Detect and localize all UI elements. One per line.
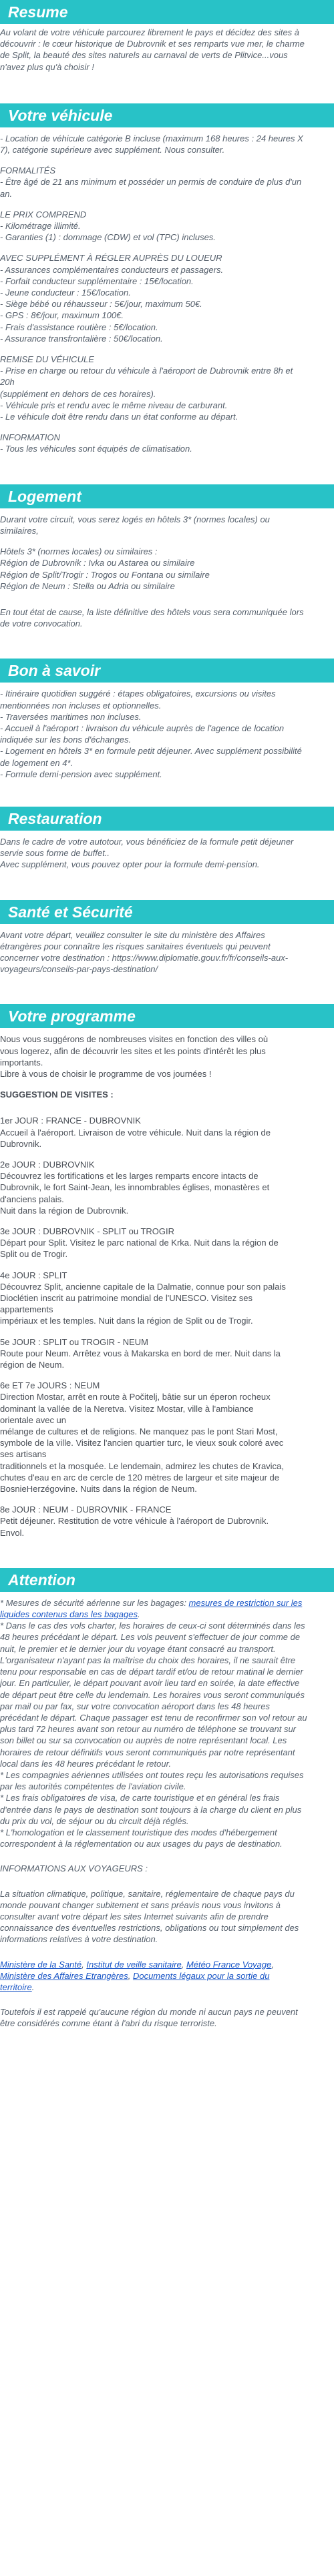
logement-line: Hôtels 3* (normes locales) ou similaires : — [0, 546, 158, 557]
bon-savoir-line: - Accueil à l'aéroport : livraison du véhicule auprès de l'agence de location — [0, 723, 285, 733]
programme-day-title: 8e JOUR : NEUM - DUBROVNIK - FRANCE — [0, 1505, 172, 1515]
attention-line: * L'homologation et le classement touristique des modes d'hébergement — [0, 1827, 277, 1837]
programme-day-line: orientale avec un — [0, 1414, 67, 1425]
bon-savoir-section — [0, 659, 334, 780]
sante-line: voyageurs/conseils-par-pays-destination/ — [0, 964, 158, 975]
programme-day-line: Petit déjeuner. Restitution de votre véhicule à l'aéroport de Dubrovnik. — [0, 1516, 269, 1527]
programme-subtitle: SUGGESTION DE VISITES : — [0, 1090, 114, 1100]
attention-line: * Les frais obligatoires de visa, de carte touristique et en général les frais — [0, 1793, 280, 1803]
sante-section — [0, 900, 334, 975]
programme-day-line: Direction Mostar, arrêt en route à Počitelj, bâtie sur un éperon rocheux — [0, 1392, 271, 1402]
vehicule-line: 7), catégorie supérieure avec supplément. Nous consulter. — [0, 145, 225, 155]
vehicule-line: - Kilométrage illimité. — [0, 221, 81, 232]
bon-savoir-line: - Itinéraire quotidien suggéré : étapes obligatoires, excursions ou visites — [0, 689, 276, 699]
vehicule-line: - Tous les véhicules sont équipés de climatisation. — [0, 444, 192, 454]
bon-savoir-line: indiquée sur les bons d'échanges. — [0, 735, 132, 745]
attention-line: par les autorités compétentes de l'aviation civile. — [0, 1781, 186, 1792]
link-separator: , — [128, 1970, 133, 1981]
attention-links-line — [0, 1970, 334, 1982]
programme-day-line: dominant la vallée de la Neretva. Visitez Mostar, ville à l'ambiance — [0, 1403, 254, 1414]
logement-content — [0, 508, 334, 630]
restauration-content — [0, 831, 334, 871]
programme-content — [0, 1028, 334, 1539]
programme-intro-line: Nous vous suggérons de nombreuses visites en fonction des villes où — [0, 1034, 269, 1045]
programme-day-line: ses artisans — [0, 1449, 47, 1460]
vehicule-heading-supplement: AVEC SUPPLÉMENT À RÉGLER AUPRÈS DU LOUEUR — [0, 253, 222, 264]
vehicule-line: - GPS : 8€/jour, maximum 100€. — [0, 310, 124, 321]
programme-day-line: Dubrovnik. — [0, 1138, 42, 1149]
attention-info-line: informations relatives à votre destination. — [0, 1934, 158, 1945]
attention-info-line: connaissance des éventuelles restrictions, obligations ou tout simplement des — [0, 1923, 299, 1934]
programme-day-title: 3e JOUR : DUBROVNIK - SPLIT ou TROGIR — [0, 1226, 175, 1236]
bon-savoir-line: - Logement en hôtels 3* en formule petit déjeuner. Avec supplément possibilité — [0, 746, 302, 757]
attention-line: L'organisateur n'ayant pas la maîtrise du choix des horaires, il ne saurait être — [0, 1655, 296, 1665]
attention-closing-line: Toutefois il est rappelé qu'aucune région du monde ni aucun pays ne peuvent — [0, 2007, 298, 2018]
vehicule-line: - Forfait conducteur supplémentaire : 15€/location. — [0, 276, 194, 286]
attention-line: horaires de retour définitifs vous seront communiqués par notre représentant — [0, 1747, 295, 1757]
vehicule-heading-information: INFORMATION — [0, 432, 61, 443]
programme-day-line: BosnieHerzégovine. Nuits dans la région de Neum. — [0, 1484, 197, 1494]
programme-day-line: Dioclétien inscrit au patrimoine mondial de l'UNESCO. Visitez ses — [0, 1293, 253, 1304]
attention-intro-line — [0, 1597, 334, 1609]
programme-day-line: Split ou de Trogir. — [0, 1249, 68, 1260]
vehicule-line: - Véhicule pris et rendu avec le même niveau de carburant. — [0, 400, 228, 410]
programme-day-title: 2e JOUR : DUBROVNIK — [0, 1159, 95, 1170]
attention-line: du prix du vol, de séjour ou du circuit déjà réglés. — [0, 1815, 189, 1826]
attention-intro-prefix: * Mesures de sécurité aérienne sur les bagages: — [0, 1597, 189, 1608]
vehicule-line: - Location de véhicule catégorie B incluse (maximum 168 heures : 24 heures X — [0, 133, 303, 143]
programme-day-title: 6e ET 7e JOURS : NEUM — [0, 1380, 100, 1391]
vehicule-heading-remise: REMISE DU VÉHICULE — [0, 354, 94, 365]
programme-day-line: Dubrovnik, le fort Saint-Jean, les innombrables églises, monastères et — [0, 1182, 270, 1193]
attention-intro-suffix: . — [137, 1609, 140, 1620]
vehicule-content — [0, 127, 334, 455]
programme-intro-line: vous logerez, afin de découvrir les sites et les points d'intérêt les plus — [0, 1045, 266, 1056]
documents-legaux-link-cont[interactable]: territoire — [0, 1982, 32, 1992]
vehicule-line: (supplément en dehors de ces horaires). — [0, 388, 156, 399]
attention-banner: Attention — [0, 1568, 334, 1592]
meteo-france-link[interactable]: Météo France Voyage — [186, 1959, 272, 1970]
link-separator: , — [81, 1959, 87, 1970]
attention-info-line: consulter avant votre départ les sites Internet suivants afin de prendre — [0, 1911, 269, 1921]
programme-day-line: Envol. — [0, 1527, 25, 1538]
attention-closing-line: être considérés comme étant à l'abri du risque terroriste. — [0, 2018, 217, 2029]
vehicule-heading-formalites: FORMALITÉS — [0, 165, 56, 176]
bon-savoir-line: mentionnées non incluses et optionnelles. — [0, 700, 162, 711]
programme-intro-line: importants. — [0, 1057, 43, 1067]
programme-day-title: 5e JOUR : SPLIT ou TROGIR - NEUM — [0, 1336, 149, 1347]
attention-line: son billet ou sur sa convocation ou auprès de notre représentant local. Les — [0, 1735, 287, 1746]
logement-line: Région de Neum : Stella ou Adria ou similaire — [0, 580, 175, 591]
programme-day-title: 4e JOUR : SPLIT — [0, 1270, 67, 1280]
vehicule-heading-prix: LE PRIX COMPREND — [0, 209, 87, 220]
vehicule-line: an. — [0, 188, 13, 199]
attention-line: * Les compagnies aériennes utilisées ont toutes reçu les autorisations requises — [0, 1769, 304, 1780]
sante-banner: Santé et Sécurité — [0, 900, 334, 924]
sante-content — [0, 924, 334, 975]
programme-day-line: Départ pour Split. Visitez le parc national de Krka. Nuit dans la région de — [0, 1238, 279, 1248]
link-separator: , — [181, 1959, 186, 1970]
programme-section — [0, 1004, 334, 1539]
vehicule-line: 20h — [0, 377, 15, 388]
restauration-line: Dans le cadre de votre autotour, vous bénéficiez de la formule petit déjeuner — [0, 836, 294, 847]
programme-day-line: Accueil à l'aéroport. Livraison de votre véhicule. Nuit dans la région de — [0, 1127, 271, 1138]
attention-info-title: INFORMATIONS AUX VOYAGEURS : — [0, 1863, 148, 1874]
restauration-line: servie sous forme de buffet.. — [0, 848, 110, 859]
logement-line: Région de Dubrovnik : Ivka ou Astarea ou similaire — [0, 558, 195, 568]
vehicule-line: - Être âgé de 21 ans minimum et posséder un permis de conduire de plus d'un — [0, 177, 302, 187]
bon-savoir-line: - Traversées maritimes non incluses. — [0, 711, 142, 722]
attention-section — [0, 1568, 334, 2030]
affaires-etrangeres-link[interactable]: Ministère des Affaires Etrangères — [0, 1970, 128, 1981]
vehicule-line: - Prise en charge ou retour du véhicule à l'aéroport de Dubrovnik entre 8h et — [0, 366, 293, 376]
sante-line: étrangères pour connaître les risques sanitaires éventuels qui peuvent — [0, 941, 271, 951]
attention-line: plus tard 72 heures avant son retour au numéro de téléphone se trouvant sur — [0, 1724, 297, 1735]
attention-line: de départ peut être celle du lendemain. Les horaires vous seront communiqués — [0, 1689, 305, 1700]
attention-intro-line — [0, 1609, 334, 1620]
attention-line: jour. En particulier, le départ pouvant avoir lieu tard en soirée, la date effective — [0, 1678, 300, 1689]
logement-banner: Logement — [0, 484, 334, 508]
resume-line: Au volant de votre véhicule parcourez librement le pays et décidez des sites à — [0, 27, 300, 37]
bon-savoir-banner: Bon à savoir — [0, 659, 334, 683]
resume-banner: Resume — [0, 0, 334, 24]
logement-line: de votre convocation. — [0, 618, 83, 629]
vehicule-section — [0, 103, 334, 455]
programme-day-line: Nuit dans la région de Dubrovnik. — [0, 1205, 129, 1216]
attention-content — [0, 1592, 334, 2030]
programme-day-title: 1er JOUR : FRANCE - DUBROVNIK — [0, 1116, 141, 1126]
attention-line: précédant le départ. Chaque passager est tenu de reconfirmer son vol retour au — [0, 1712, 307, 1723]
sante-line: concerner votre destination : https://www.diplomatie.gouv.fr/fr/conseils-aux- — [0, 952, 289, 963]
attention-line: local dans les 48 heures précédant le retour. — [0, 1758, 172, 1769]
logement-line: Durant votre circuit, vous serez logés en hôtels 3* (normes locales) ou — [0, 514, 270, 524]
programme-day-line: région de Neum. — [0, 1360, 65, 1370]
ministere-sante-link[interactable]: Ministère de la Santé — [0, 1959, 82, 1970]
attention-info-line: La situation climatique, politique, sanitaire, réglementaire de chaque pays du — [0, 1888, 295, 1899]
vehicule-line: - Jeune conducteur : 15€/location. — [0, 288, 131, 298]
resume-section — [0, 0, 334, 73]
logement-section — [0, 484, 334, 630]
attention-line: tenu pour responsable en cas de départ tardif et/ou de retour matinal le dernier — [0, 1667, 303, 1677]
attention-line: d'entrée dans le pays de destination sont toujours à la charge du client en plus — [0, 1804, 302, 1815]
programme-day-line: mélange de cultures et de religions. Ne manquez pas le pont Stari Most, — [0, 1426, 278, 1437]
programme-day-line: appartements — [0, 1304, 53, 1315]
vehicule-line: - Assurance transfrontalière : 50€/location. — [0, 333, 163, 344]
attention-info-line: monde pouvant changer subitement et sans préavis nous vous invitons à — [0, 1899, 281, 1910]
link-end: . — [31, 1982, 35, 1992]
link-separator: , — [271, 1959, 275, 1970]
veille-sanitaire-link[interactable]: Institut de veille sanitaire — [86, 1959, 182, 1970]
programme-banner: Votre programme — [0, 1004, 334, 1028]
attention-line: 48 heures précédant le départ. Les vols peuvent s'effectuer de jour comme de — [0, 1632, 301, 1643]
liquid-restriction-link-cont[interactable]: liquides contenus dans les bagages — [0, 1609, 138, 1620]
attention-line: * Dans le cas des vols charter, les horaires de ceux-ci sont déterminés dans les — [0, 1621, 305, 1631]
attention-links-line — [0, 1982, 334, 1993]
resume-content — [0, 24, 334, 73]
attention-links-line — [0, 1959, 334, 1970]
restauration-banner: Restauration — [0, 807, 334, 831]
vehicule-banner: Votre véhicule — [0, 103, 334, 127]
programme-day-line: Découvrez Split, ancienne capitale de la Dalmatie, connue pour son palais — [0, 1281, 286, 1292]
programme-day-line: impériaux et les temples. Nuit dans la région de Split ou de Trogir. — [0, 1316, 253, 1326]
logement-line: Région de Split/Trogir : Trogos ou Fontana ou similaire — [0, 569, 210, 580]
vehicule-line: - Assurances complémentaires conducteurs et passagers. — [0, 264, 224, 275]
bon-savoir-line: - Formule demi-pension avec supplément. — [0, 769, 162, 779]
attention-line: nuit, le premier et le dernier jour du voyage étant consacré au transport. — [0, 1643, 276, 1654]
programme-day-line: Route pour Neum. Arrêtez vous à Makarska en bord de mer. Nuit dans la — [0, 1348, 281, 1358]
liquid-restriction-link[interactable]: mesures de restriction sur les — [188, 1597, 303, 1608]
bon-savoir-line: de logement en 4*. — [0, 757, 73, 768]
vehicule-line: - Garanties (1) : dommage (CDW) et vol (TPC) incluses. — [0, 232, 216, 243]
resume-line: de Split, la beauté des sites naturels au carnaval de verts de Plitvice...vous — [0, 50, 288, 61]
resume-line: n'avez plus qu'à choisir ! — [0, 61, 94, 72]
documents-legaux-link[interactable]: Documents légaux pour la sortie du — [132, 1970, 270, 1981]
resume-line: découvrir : le cœur historique de Dubrovnik et ses remparts vue mer, le charme — [0, 39, 305, 49]
restauration-line: Avec supplément, vous pouvez opter pour la formule demi-pension. — [0, 859, 260, 870]
programme-intro-line: Libre à vous de choisir le programme de vos journées ! — [0, 1068, 212, 1079]
programme-day-line: symbole de la ville. Visitez l'ancien quartier turc, le vieux souk coloré avec — [0, 1438, 284, 1448]
programme-day-line: Découvrez les fortifications et les larges remparts encore intacts de — [0, 1171, 259, 1182]
vehicule-line: - Siège bébé ou réhausseur : 5€/jour, maximum 50€. — [0, 299, 202, 310]
attention-line: correspondent à la réglementation ou aux usages du pays de destination. — [0, 1839, 283, 1849]
vehicule-line: - Frais d'assistance routière : 5€/location. — [0, 322, 158, 332]
vehicule-line: - Le véhicule doit être rendu dans un état conforme au départ. — [0, 412, 238, 422]
logement-line: similaires, — [0, 525, 39, 536]
programme-day-line: chutes d'eau en arc de cercle de 120 mètres de largeur et site majeur de — [0, 1472, 279, 1482]
logement-line: En tout état de cause, la liste définitive des hôtels vous sera communiquée lors — [0, 606, 304, 617]
programme-day-line: traditionnels et la mosquée. Le lendemain, admirez les chutes de Kravica, — [0, 1460, 284, 1471]
restauration-section — [0, 807, 334, 871]
programme-day-line: d'anciens palais. — [0, 1194, 64, 1204]
attention-line: par mail ou par fax, sur votre convocation aéroport dans les 48 heures — [0, 1701, 270, 1711]
bon-savoir-content — [0, 683, 334, 780]
sante-line: Avant votre départ, veuillez consulter le site du ministère des Affaires — [0, 929, 265, 940]
